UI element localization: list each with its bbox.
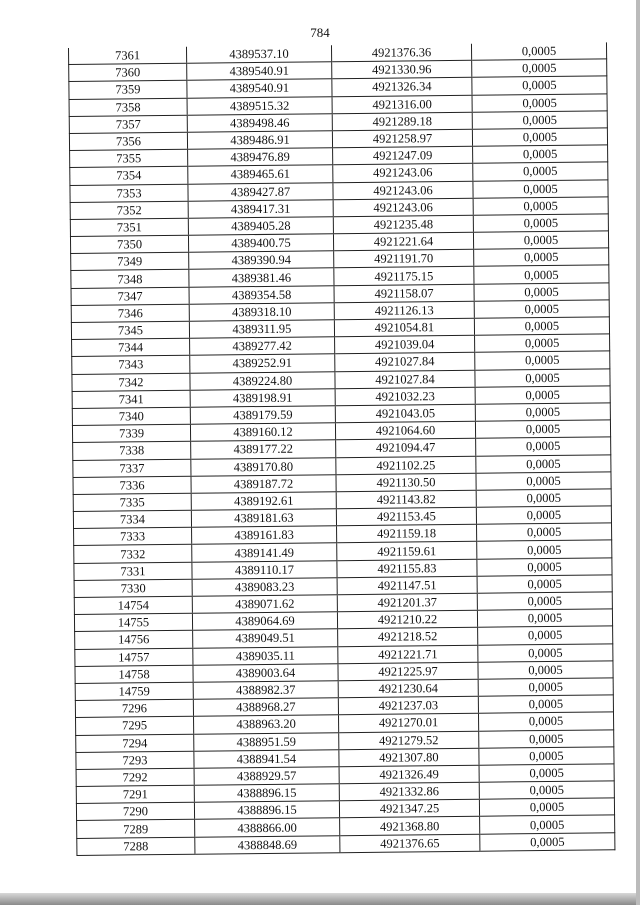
tolerance-cell: 0,0005 [477, 575, 612, 594]
tolerance-cell: 0,0005 [473, 145, 608, 164]
y-coordinate-cell: 4921230.64 [338, 679, 478, 698]
x-coordinate-cell: 4388982.37 [193, 681, 338, 700]
point-number-cell: 7352 [70, 201, 188, 219]
y-coordinate-cell: 4921330.96 [332, 60, 472, 79]
point-number-cell: 7361 [68, 47, 186, 65]
point-number-cell: 7292 [76, 768, 194, 786]
point-number-cell: 7342 [72, 373, 190, 391]
point-number-cell: 7347 [71, 287, 189, 305]
y-coordinate-cell: 4921153.45 [336, 507, 476, 526]
tolerance-cell: 0,0005 [479, 764, 614, 783]
tolerance-cell: 0,0005 [475, 420, 610, 439]
x-coordinate-cell: 4389161.83 [192, 526, 337, 545]
y-coordinate-cell: 4921237.03 [338, 696, 478, 715]
tolerance-cell: 0,0005 [474, 248, 609, 267]
y-coordinate-cell: 4921155.83 [337, 559, 477, 578]
tolerance-cell: 0,0005 [475, 368, 610, 387]
point-number-cell: 7353 [70, 184, 188, 202]
x-coordinate-cell: 4388896.15 [194, 801, 339, 820]
point-number-cell: 7358 [69, 98, 187, 116]
point-number-cell: 7356 [69, 132, 187, 150]
y-coordinate-cell: 4921126.13 [334, 301, 474, 320]
tolerance-cell: 0,0005 [478, 695, 613, 714]
x-coordinate-cell: 4389498.46 [187, 113, 332, 132]
coordinates-table-body [68, 42, 614, 855]
y-coordinate-cell: 4921225.97 [338, 662, 478, 681]
tolerance-cell: 0,0005 [480, 815, 615, 834]
y-coordinate-cell: 4921316.00 [332, 95, 472, 114]
x-coordinate-cell: 4388941.54 [194, 749, 339, 768]
x-coordinate-cell: 4388963.20 [194, 715, 339, 734]
point-number-cell: 7331 [74, 562, 192, 580]
y-coordinate-cell: 4921270.01 [338, 714, 478, 733]
x-coordinate-cell: 4389540.91 [187, 79, 332, 98]
point-number-cell: 7345 [71, 321, 189, 339]
coordinates-table-wrapper [68, 42, 614, 855]
x-coordinate-cell: 4389465.61 [188, 165, 333, 184]
tolerance-cell: 0,0005 [472, 93, 607, 112]
point-number-cell: 7343 [72, 356, 190, 374]
point-number-cell: 7335 [73, 493, 191, 511]
y-coordinate-cell: 4921326.49 [339, 765, 479, 784]
point-number-cell: 7290 [76, 802, 194, 820]
tolerance-cell: 0,0005 [476, 472, 611, 491]
tolerance-cell: 0,0005 [478, 678, 613, 697]
point-number-cell: 7340 [72, 407, 190, 425]
y-coordinate-cell: 4921289.18 [332, 112, 472, 131]
y-coordinate-cell: 4921158.07 [334, 284, 474, 303]
point-number-cell: 7293 [76, 751, 194, 769]
tolerance-cell: 0,0005 [476, 437, 611, 456]
point-number-cell: 7346 [71, 304, 189, 322]
point-number-cell: 7350 [70, 235, 188, 253]
tolerance-cell: 0,0005 [479, 729, 614, 748]
y-coordinate-cell: 4921130.50 [336, 473, 476, 492]
point-number-cell: 7294 [76, 734, 194, 752]
tolerance-cell: 0,0005 [475, 403, 610, 422]
tolerance-cell: 0,0005 [472, 128, 607, 147]
y-coordinate-cell: 4921368.80 [340, 817, 480, 836]
x-coordinate-cell: 4388896.15 [194, 784, 339, 803]
tolerance-cell: 0,0005 [472, 111, 607, 130]
point-number-cell: 7339 [72, 424, 190, 442]
x-coordinate-cell: 4389417.31 [188, 199, 333, 218]
y-coordinate-cell: 4921326.34 [332, 78, 472, 97]
x-coordinate-cell: 4389427.87 [188, 182, 333, 201]
x-coordinate-cell: 4389318.10 [189, 303, 334, 322]
point-number-cell: 7360 [69, 63, 187, 81]
tolerance-cell: 0,0005 [476, 506, 611, 525]
point-number-cell: 14754 [74, 596, 192, 614]
y-coordinate-cell: 4921054.81 [334, 318, 474, 337]
x-coordinate-cell: 4389083.23 [192, 578, 337, 597]
x-coordinate-cell: 4389003.64 [193, 663, 338, 682]
x-coordinate-cell: 4389390.94 [189, 251, 334, 270]
tolerance-cell: 0,0005 [477, 592, 612, 611]
point-number-cell: 7296 [75, 699, 193, 717]
y-coordinate-cell: 4921347.25 [339, 799, 479, 818]
y-coordinate-cell: 4921191.70 [334, 250, 474, 269]
tolerance-cell: 0,0005 [478, 643, 613, 662]
tolerance-cell: 0,0005 [477, 523, 612, 542]
tolerance-cell: 0,0005 [477, 540, 612, 559]
point-number-cell: 7333 [74, 527, 192, 545]
x-coordinate-cell: 4389170.80 [191, 457, 336, 476]
tolerance-cell: 0,0005 [474, 317, 609, 336]
x-coordinate-cell: 4389311.95 [189, 320, 334, 339]
x-coordinate-cell: 4389476.89 [188, 148, 333, 167]
y-coordinate-cell: 4921027.84 [335, 353, 475, 372]
y-coordinate-cell: 4921332.86 [339, 782, 479, 801]
page-number: 784 [310, 25, 330, 40]
tolerance-cell: 0,0005 [478, 626, 613, 645]
point-number-cell: 7359 [69, 81, 187, 99]
y-coordinate-cell: 4921376.36 [331, 44, 471, 62]
scan-right-edge [636, 0, 640, 905]
y-coordinate-cell: 4921143.82 [336, 490, 476, 509]
point-number-cell: 14758 [75, 665, 193, 683]
x-coordinate-cell: 4389405.28 [188, 217, 333, 236]
tolerance-cell: 0,0005 [475, 351, 610, 370]
point-number-cell: 14756 [75, 631, 193, 649]
y-coordinate-cell: 4921064.60 [335, 421, 475, 440]
coordinates-table [68, 42, 615, 855]
point-number-cell: 14759 [75, 682, 193, 700]
y-coordinate-cell: 4921175.15 [334, 267, 474, 286]
point-number-cell: 7349 [71, 252, 189, 270]
point-number-cell: 7288 [77, 837, 195, 855]
point-number-cell: 7338 [73, 442, 191, 460]
y-coordinate-cell: 4921039.04 [335, 335, 475, 354]
x-coordinate-cell: 4389110.17 [192, 560, 337, 579]
x-coordinate-cell: 4388866.00 [195, 818, 340, 837]
y-coordinate-cell: 4921247.09 [333, 146, 473, 165]
scan-bottom-edge [0, 893, 640, 905]
point-number-cell: 7295 [76, 717, 194, 735]
x-coordinate-cell: 4389035.11 [193, 646, 338, 665]
point-number-cell: 7336 [73, 476, 191, 494]
y-coordinate-cell: 4921243.06 [333, 198, 473, 217]
tolerance-cell: 0,0005 [475, 386, 610, 405]
tolerance-cell: 0,0005 [474, 300, 609, 319]
x-coordinate-cell: 4388848.69 [195, 835, 340, 854]
x-coordinate-cell: 4389400.75 [188, 234, 333, 253]
x-coordinate-cell: 4389277.42 [190, 337, 335, 356]
point-number-cell: 7354 [70, 167, 188, 185]
point-number-cell: 14757 [75, 648, 193, 666]
y-coordinate-cell: 4921221.71 [338, 645, 478, 664]
tolerance-cell: 0,0005 [473, 214, 608, 233]
y-coordinate-cell: 4921027.84 [335, 370, 475, 389]
y-coordinate-cell: 4921043.05 [335, 404, 475, 423]
tolerance-cell: 0,0005 [480, 832, 615, 851]
point-number-cell: 7348 [71, 270, 189, 288]
x-coordinate-cell: 4388951.59 [194, 732, 339, 751]
point-number-cell: 7341 [72, 390, 190, 408]
point-number-cell: 7337 [73, 459, 191, 477]
tolerance-cell: 0,0005 [473, 162, 608, 181]
tolerance-cell: 0,0005 [479, 747, 614, 766]
tolerance-cell: 0,0005 [475, 334, 610, 353]
x-coordinate-cell: 4389179.59 [190, 406, 335, 425]
x-coordinate-cell: 4389160.12 [190, 423, 335, 442]
x-coordinate-cell: 4389071.62 [192, 595, 337, 614]
x-coordinate-cell: 4389187.72 [191, 474, 336, 493]
tolerance-cell: 0,0005 [473, 197, 608, 216]
tolerance-cell: 0,0005 [478, 661, 613, 680]
x-coordinate-cell: 4389192.61 [191, 492, 336, 511]
tolerance-cell: 0,0005 [479, 798, 614, 817]
point-number-cell: 7334 [73, 510, 191, 528]
y-coordinate-cell: 4921032.23 [335, 387, 475, 406]
y-coordinate-cell: 4921258.97 [332, 129, 472, 148]
y-coordinate-cell: 4921243.06 [333, 181, 473, 200]
y-coordinate-cell: 4921221.64 [333, 232, 473, 251]
point-number-cell: 7291 [76, 785, 194, 803]
x-coordinate-cell: 4389141.49 [192, 543, 337, 562]
y-coordinate-cell: 4921376.65 [340, 834, 480, 853]
tolerance-cell: 0,0005 [474, 265, 609, 284]
tolerance-cell: 0,0005 [473, 179, 608, 198]
tolerance-cell: 0,0005 [471, 42, 606, 60]
x-coordinate-cell: 4389224.80 [190, 371, 335, 390]
x-coordinate-cell: 4389252.91 [190, 354, 335, 373]
x-coordinate-cell: 4388968.27 [193, 698, 338, 717]
y-coordinate-cell: 4921210.22 [337, 610, 477, 629]
point-number-cell: 7332 [74, 545, 192, 563]
point-number-cell: 7355 [70, 149, 188, 167]
x-coordinate-cell: 4389198.91 [190, 388, 335, 407]
x-coordinate-cell: 4389064.69 [192, 612, 337, 631]
y-coordinate-cell: 4921218.52 [338, 628, 478, 647]
y-coordinate-cell: 4921235.48 [333, 215, 473, 234]
y-coordinate-cell: 4921243.06 [333, 164, 473, 183]
x-coordinate-cell: 4389486.91 [187, 131, 332, 150]
tolerance-cell: 0,0005 [477, 557, 612, 576]
x-coordinate-cell: 4389381.46 [189, 268, 334, 287]
x-coordinate-cell: 4389540.91 [187, 62, 332, 81]
x-coordinate-cell: 4389177.22 [191, 440, 336, 459]
y-coordinate-cell: 4921159.61 [337, 542, 477, 561]
tolerance-cell: 0,0005 [479, 781, 614, 800]
y-coordinate-cell: 4921102.25 [336, 456, 476, 475]
tolerance-cell: 0,0005 [474, 282, 609, 301]
y-coordinate-cell: 4921159.18 [337, 524, 477, 543]
point-number-cell: 7344 [72, 338, 190, 356]
x-coordinate-cell: 4389049.51 [193, 629, 338, 648]
point-number-cell: 7351 [70, 218, 188, 236]
tolerance-cell: 0,0005 [477, 609, 612, 628]
x-coordinate-cell: 4389354.58 [189, 285, 334, 304]
tolerance-cell: 0,0005 [478, 712, 613, 731]
point-number-cell: 14755 [74, 613, 192, 631]
x-coordinate-cell: 4388929.57 [194, 767, 339, 786]
y-coordinate-cell: 4921201.37 [337, 593, 477, 612]
tolerance-cell: 0,0005 [472, 59, 607, 78]
tolerance-cell: 0,0005 [473, 231, 608, 250]
y-coordinate-cell: 4921094.47 [336, 439, 476, 458]
point-number-cell: 7330 [74, 579, 192, 597]
point-number-cell: 7357 [69, 115, 187, 133]
tolerance-cell: 0,0005 [472, 76, 607, 95]
x-coordinate-cell: 4389181.63 [191, 509, 336, 528]
y-coordinate-cell: 4921147.51 [337, 576, 477, 595]
tolerance-cell: 0,0005 [476, 489, 611, 508]
tolerance-cell: 0,0005 [476, 454, 611, 473]
x-coordinate-cell: 4389537.10 [186, 45, 331, 63]
y-coordinate-cell: 4921307.80 [339, 748, 479, 767]
x-coordinate-cell: 4389515.32 [187, 96, 332, 115]
y-coordinate-cell: 4921279.52 [339, 731, 479, 750]
point-number-cell: 7289 [77, 820, 195, 838]
